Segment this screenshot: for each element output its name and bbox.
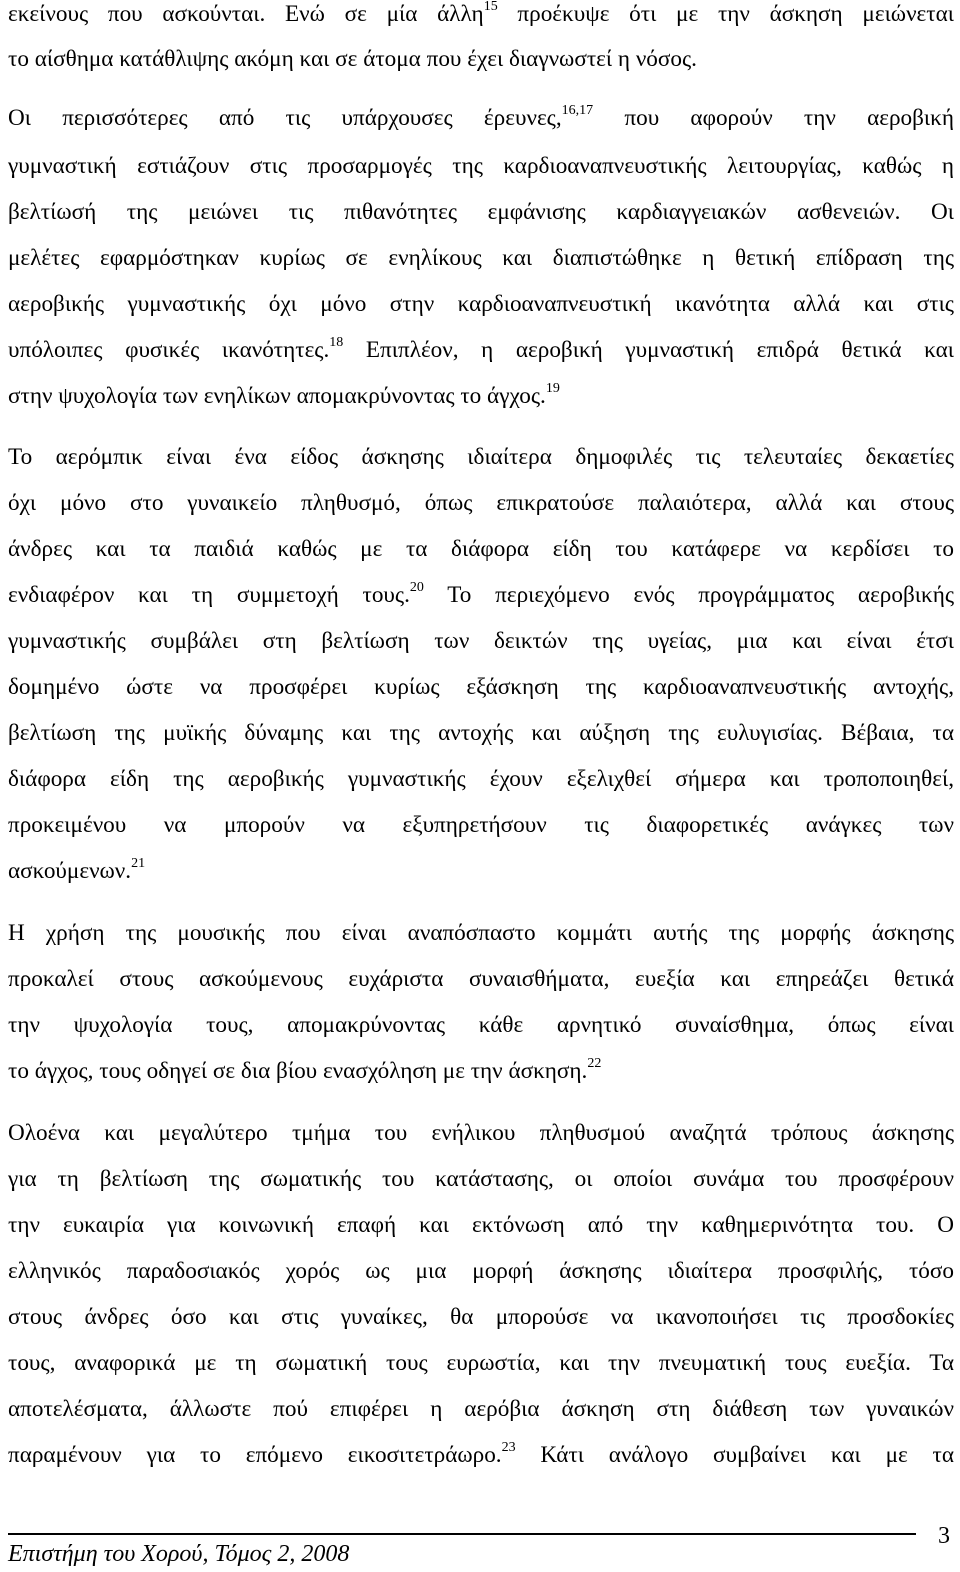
- line-text: βελτίωσή της μειώνει τις πιθανότητες εμφάνισης καρδιαγγειακών ασθενειών. Οι: [8, 199, 954, 225]
- text-line: [8, 535, 954, 563]
- footnote-reference: 21: [131, 856, 146, 871]
- text-line: [8, 673, 954, 701]
- line-text: όχι μόνο στο γυναικείο πληθυσμό, όπως επικρατούσε παλαιότερα, αλλά και στους: [8, 490, 954, 516]
- footnote-reference: 19: [545, 381, 560, 396]
- footnote-reference: 15: [483, 0, 498, 14]
- line-text: Το αερόμπικ είναι ένα είδος άσκησης ιδιαίτερα δημοφιλές τις τελευταίες δεκαετίες: [8, 444, 954, 470]
- footnote-reference: 18: [329, 335, 344, 350]
- text-line: [8, 1165, 954, 1193]
- line-text: ενδιαφέρον και τη συμμετοχή τους.: [8, 582, 410, 608]
- page-number: 3: [938, 1523, 950, 1549]
- text-line: [8, 719, 954, 747]
- text-line: [8, 336, 954, 364]
- line-text: παραμένουν για το επόμενο εικοσιτετράωρο.: [8, 1442, 502, 1468]
- text-line: [8, 0, 954, 28]
- text-line: [8, 811, 954, 839]
- line-text: Οι περισσότερες από τις υπάρχουσες έρευνες,: [8, 105, 562, 131]
- text-line: [8, 857, 954, 885]
- text-line: [8, 104, 954, 132]
- line-text-continued: Το περιεχόμενο ενός προγράμματος αεροβικής: [423, 582, 954, 608]
- line-text: γυμναστικής συμβάλει στη βελτίωση των δεικτών της υγείας, μια και είναι έτσι: [8, 628, 954, 654]
- line-text: για τη βελτίωση της σωματικής του κατάστασης, οι οποίοι συνάμα του προσφέρουν: [8, 1166, 954, 1192]
- text-line: [8, 965, 954, 993]
- line-text-continued: Επιπλέον, η αεροβική γυμναστική επιδρά θετικά και: [343, 337, 954, 363]
- line-text: προκειμένου να μπορούν να εξυπηρετήσουν τις διαφορετικές ανάγκες των: [8, 812, 954, 838]
- line-text-continued: προέκυψε ότι με την άσκηση μειώνεται: [497, 1, 954, 27]
- text-line: [8, 45, 954, 73]
- text-line: [8, 1303, 954, 1331]
- line-text: μελέτες εφαρμόστηκαν κυρίως σε ενηλίκους και διαπιστώθηκε η θετική επίδραση της: [8, 245, 954, 271]
- text-line: [8, 244, 954, 272]
- text-line: [8, 581, 954, 609]
- line-text: βελτίωση της μυϊκής δύναμης και της αντοχής και αύξηση της ευλυγισίας. Βέβαια, τα: [8, 720, 954, 746]
- text-line: [8, 198, 954, 226]
- footnote-reference: 23: [501, 1440, 516, 1455]
- line-text: Ολοένα και μεγαλύτερο τμήμα του ενήλικου πληθυσμού αναζητά τρόπους άσκησης: [8, 1120, 954, 1146]
- footer-journal-citation: Επιστήμη του Χορού, Τόμος 2, 2008: [8, 1541, 350, 1567]
- text-line: [8, 1441, 954, 1469]
- line-text-continued: Κάτι ανάλογο συμβαίνει και με τα: [515, 1442, 954, 1468]
- line-text: την ευκαιρία για κοινωνική επαφή και εκτόνωση από την καθημερινότητα του. Ο: [8, 1212, 954, 1238]
- text-line: [8, 919, 954, 947]
- text-line: [8, 1119, 954, 1147]
- line-text: τους, αναφορικά με τη σωματική τους ευρωστία, και την πνευματική τους ευεξία. Τα: [8, 1350, 954, 1376]
- line-text: ελληνικός παραδοσιακός χορός ως μια μορφή άσκησης ιδιαίτερα προσφιλής, τόσο: [8, 1258, 954, 1284]
- line-text: διάφορα είδη της αεροβικής γυμναστικής έχουν εξελιχθεί σήμερα και τροποποιηθεί,: [8, 766, 954, 792]
- footnote-reference: 16,17: [561, 103, 594, 118]
- text-line: [8, 382, 954, 410]
- text-line: [8, 290, 954, 318]
- document-page: [8, 0, 954, 1572]
- line-text: ασκούμενων.: [8, 858, 132, 884]
- line-text: την ψυχολογία τους, απομακρύνοντας κάθε αρνητικό συναίσθημα, όπως είναι: [8, 1012, 954, 1038]
- line-text: δομημένο ώστε να προσφέρει κυρίως εξάσκηση της καρδιοαναπνευστικής αντοχής,: [8, 674, 954, 700]
- line-text: στην ψυχολογία των ενηλίκων απομακρύνοντας το άγχος.: [8, 383, 546, 409]
- text-line: [8, 1011, 954, 1039]
- line-text: το αίσθημα κατάθλιψης ακόμη και σε άτομα που έχει διαγνωστεί η νόσος.: [8, 46, 697, 72]
- text-line: [8, 627, 954, 655]
- line-text: το άγχος, τους οδηγεί σε δια βίου ενασχόληση με την άσκηση.: [8, 1058, 588, 1084]
- text-line: [8, 489, 954, 517]
- footnote-reference: 22: [587, 1056, 602, 1071]
- line-text: Η χρήση της μουσικής που είναι αναπόσπαστο κομμάτι αυτής της μορφής άσκησης: [8, 920, 954, 946]
- line-text: εκείνους που ασκούνται. Ενώ σε μία άλλη: [8, 1, 484, 27]
- text-line: [8, 1349, 954, 1377]
- line-text: άνδρες και τα παιδιά καθώς με τα διάφορα είδη του κατάφερε να κερδίσει το: [8, 536, 954, 562]
- text-line: [8, 1395, 954, 1423]
- text-line: [8, 765, 954, 793]
- text-line: [8, 1211, 954, 1239]
- line-text-continued: που αφορούν την αεροβική: [593, 105, 954, 131]
- line-text: υπόλοιπες φυσικές ικανότητες.: [8, 337, 330, 363]
- line-text: αποτελέσματα, άλλωστε πού επιφέρει η αερόβια άσκηση στη διάθεση των γυναικών: [8, 1396, 954, 1422]
- footnote-reference: 20: [409, 580, 424, 595]
- line-text: αεροβικής γυμναστικής όχι μόνο στην καρδιοαναπνευστική ικανότητα αλλά και στις: [8, 291, 954, 317]
- line-text: γυμναστική εστιάζουν στις προσαρμογές της καρδιοαναπνευστικής λειτουργίας, καθώς η: [8, 153, 954, 179]
- text-line: [8, 152, 954, 180]
- text-line: [8, 443, 954, 471]
- line-text: προκαλεί στους ασκούμενους ευχάριστα συναισθήματα, ευεξία και επηρεάζει θετικά: [8, 966, 954, 992]
- line-text: στους άνδρες όσο και στις γυναίκες, θα μπορούσε να ικανοποιήσει τις προσδοκίες: [8, 1304, 954, 1330]
- footer-rule: [8, 1533, 916, 1535]
- text-line: [8, 1057, 954, 1085]
- text-line: [8, 1257, 954, 1285]
